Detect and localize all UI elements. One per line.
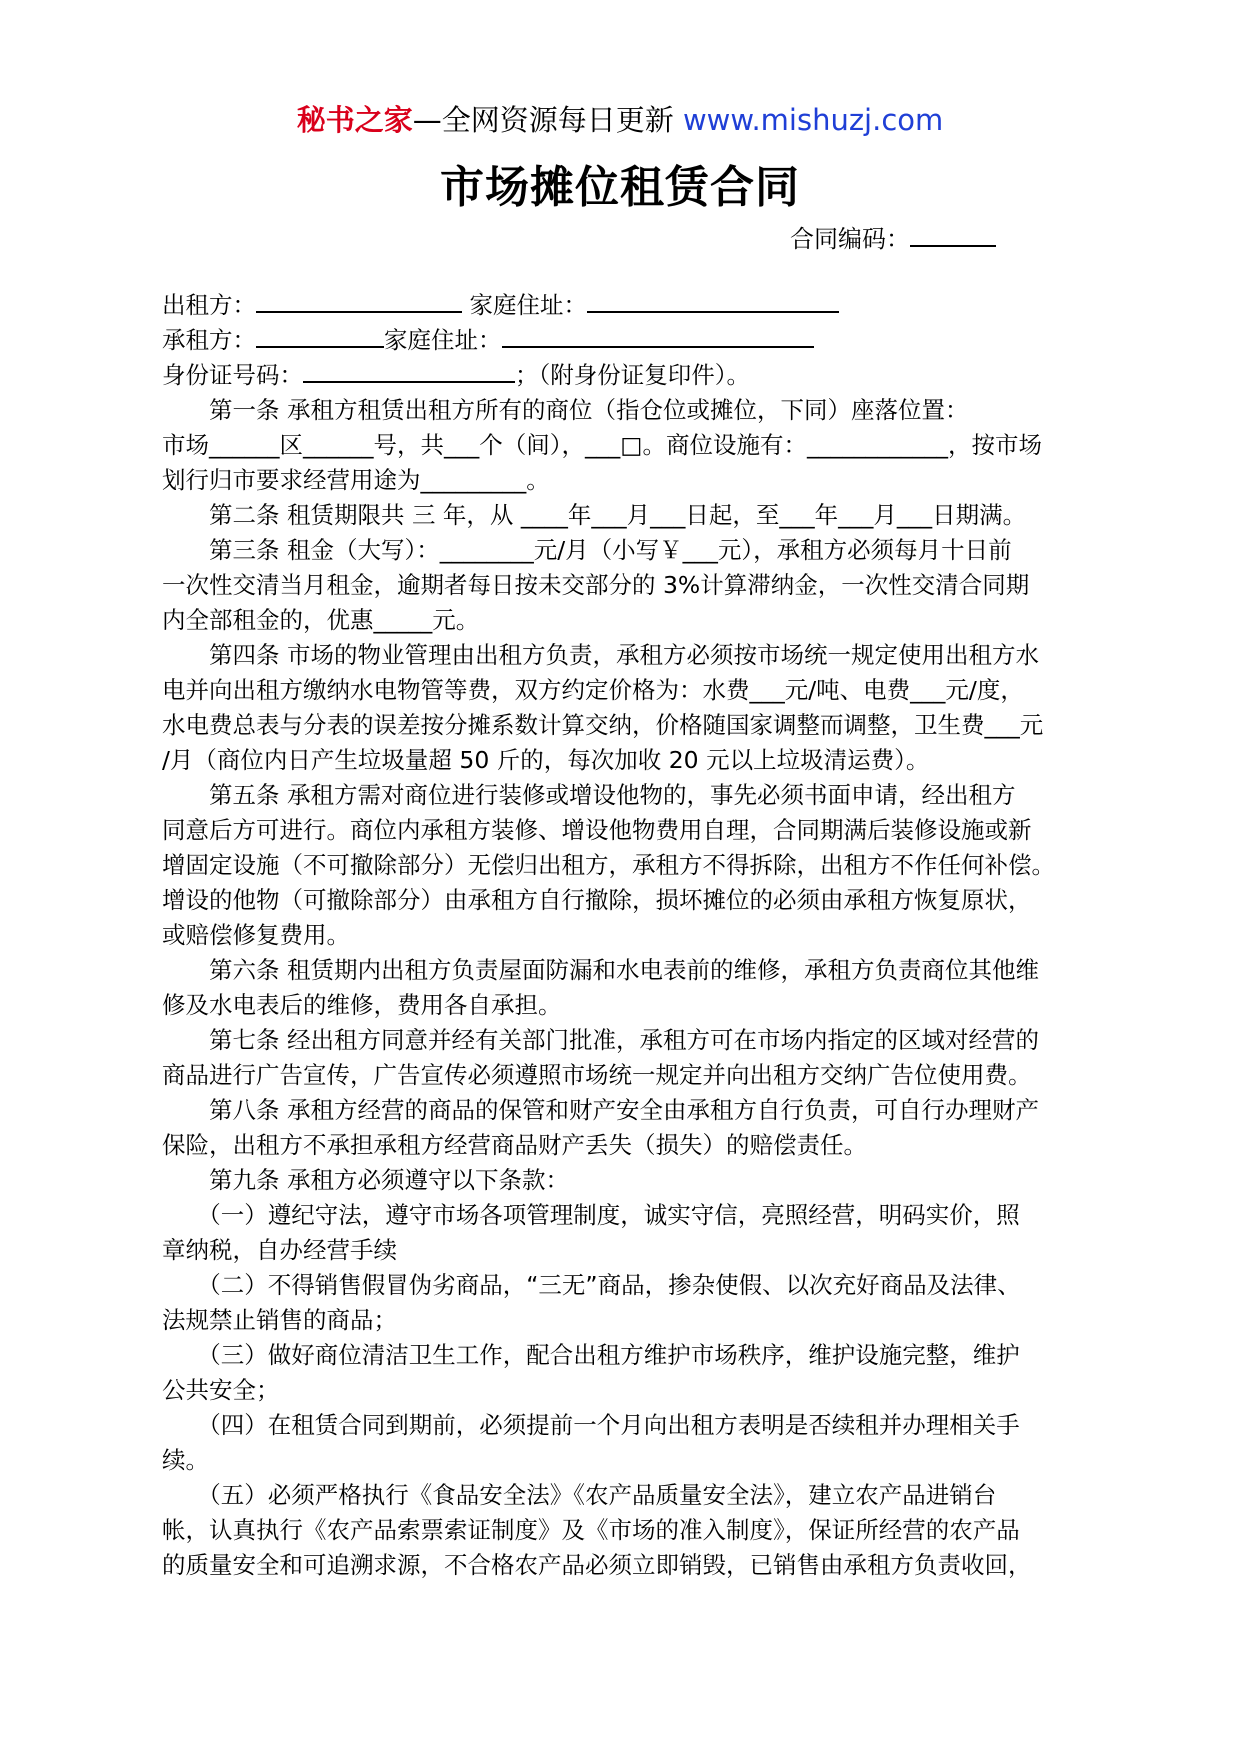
lessor-address-blank <box>587 289 839 313</box>
brand-name: 秘书之家 <box>296 103 413 137</box>
document-title: 市场摊位租赁合同 <box>440 162 800 213</box>
lessee-address-blank <box>502 324 814 348</box>
clause-line: 或赔偿修复费用。 <box>162 921 350 949</box>
clause-line: 保险，出租方不承担承租方经营商品财产丢失（损失）的赔偿责任。 <box>162 1131 867 1159</box>
clause-line: 的质量安全和可追溯求源，不合格农产品必须立即销毁，已销售由承租方负责收回， <box>162 1551 1032 1579</box>
clause-line: /月（商位内日产生垃圾量超 50 斤的，每次加收 20 元以上垃圾清运费）。 <box>162 746 930 774</box>
site-url-link[interactable]: www.mishuzj.com <box>682 103 944 137</box>
clause-line: 一次性交清当月租金，逾期者每日按未交部分的 3%计算滞纳金，一次性交清合同期 <box>162 571 1030 599</box>
clause-line: （一）遵纪守法，遵守市场各项管理制度，诚实守信，亮照经营，明码实价，照 <box>162 1201 1020 1229</box>
lessor-address-label: 家庭住址： <box>462 291 587 319</box>
lessee-name-blank <box>256 324 384 348</box>
clause-line: （五）必须严格执行《食品安全法》《农产品质量安全法》，建立农产品进销台 <box>162 1481 997 1509</box>
contract-body <box>162 288 1092 393</box>
lessee-label: 承租方： <box>162 326 256 354</box>
clause-line: 第七条 经出租方同意并经有关部门批准，承租方可在市场内指定的区域对经营的 <box>162 1026 1039 1054</box>
clause-line: 增设的他物（可撤除部分）由承租方自行撤除，损坏摊位的必须由承租方恢复原状， <box>162 886 1032 914</box>
clause-line: 法规禁止销售的商品； <box>162 1306 397 1334</box>
lessor-name-blank <box>256 289 462 313</box>
clause-line: 第一条 承租方租赁出租方所有的商位（指仓位或摊位，下同）座落位置： <box>162 396 969 424</box>
lessor-label: 出租方： <box>162 291 256 319</box>
clause-line: 电并向出租方缴纳水电物管等费，双方约定价格为：水费___元/吨、电费___元/度， <box>162 676 1024 704</box>
clause-line: 内全部租金的，优惠_____元。 <box>162 606 480 634</box>
id-number-suffix: ；（附身份证复印件）。 <box>515 361 750 389</box>
contract-number-label: 合同编码： <box>790 225 910 253</box>
clause-line: 增固定设施（不可撤除部分）无偿归出租方，承租方不得拆除，出租方不作任何补偿。 <box>162 851 1055 879</box>
clause-line: 第四条 市场的物业管理由出租方负责，承租方必须按市场统一规定使用出租方水 <box>162 641 1039 669</box>
clause-line: 第五条 承租方需对商位进行装修或增设他物的，事先必须书面申请，经出租方 <box>162 781 1016 809</box>
contract-clauses <box>162 393 1092 1583</box>
clause-line: 第六条 租赁期内出租方负责屋面防漏和水电表前的维修，承租方负责商位其他维 <box>162 956 1039 984</box>
id-number-blank <box>303 359 515 383</box>
clause-line: 续。 <box>162 1446 209 1474</box>
site-banner <box>0 100 1240 140</box>
lessee-address-label: 家庭住址： <box>384 326 502 354</box>
banner-tagline: —全网资源每日更新 <box>412 103 683 137</box>
clause-line: 第九条 承租方必须遵守以下条款： <box>162 1166 569 1194</box>
clause-line: 商品进行广告宣传，广告宣传必须遵照市场统一规定并向出租方交纳广告位使用费。 <box>162 1061 1032 1089</box>
clause-line: 同意后方可进行。商位内承租方装修、增设他物费用自理，合同期满后装修设施或新 <box>162 816 1032 844</box>
id-number-label: 身份证号码： <box>162 361 303 389</box>
clause-line: 公共安全； <box>162 1376 280 1404</box>
contract-number <box>790 222 996 256</box>
clause-line: （三）做好商位清洁卫生工作，配合出租方维护市场秩序，维护设施完整，维护 <box>162 1341 1020 1369</box>
id-number-line <box>162 358 1092 393</box>
clause-line: 章纳税，自办经营手续 <box>162 1236 397 1264</box>
clause-line: 市场______区______号，共___个（间），___□。商位设施有：____________，按市场 <box>162 431 1042 459</box>
clause-line: （二）不得销售假冒伪劣商品，“三无”商品，掺杂使假、以次充好商品及法律、 <box>162 1271 1021 1299</box>
clause-line: 水电费总表与分表的误差按分摊系数计算交纳，价格随国家调整而调整，卫生费___元 <box>162 711 1044 739</box>
lessor-line <box>162 288 1092 323</box>
clause-line: 第二条 租赁期限共 三 年，从 ____年___月___日起，至___年___月___日期满。 <box>162 501 1027 529</box>
clause-line: 第三条 租金（大写）：________元/月（小写￥___元），承租方必须每月十日前 <box>162 536 1012 564</box>
clause-line: （四）在租赁合同到期前，必须提前一个月向出租方表明是否续租并办理相关手 <box>162 1411 1020 1439</box>
clause-line: 第八条 承租方经营的商品的保管和财产安全由承租方自行负责，可自行办理财产 <box>162 1096 1039 1124</box>
clause-line: 修及水电表后的维修，费用各自承担。 <box>162 991 562 1019</box>
lessee-line <box>162 323 1092 358</box>
contract-number-blank <box>910 223 996 247</box>
clause-line: 帐，认真执行《农产品索票索证制度》及《市场的准入制度》，保证所经营的农产品 <box>162 1516 1020 1544</box>
clause-line: 划行归市要求经营用途为_________。 <box>162 466 550 494</box>
